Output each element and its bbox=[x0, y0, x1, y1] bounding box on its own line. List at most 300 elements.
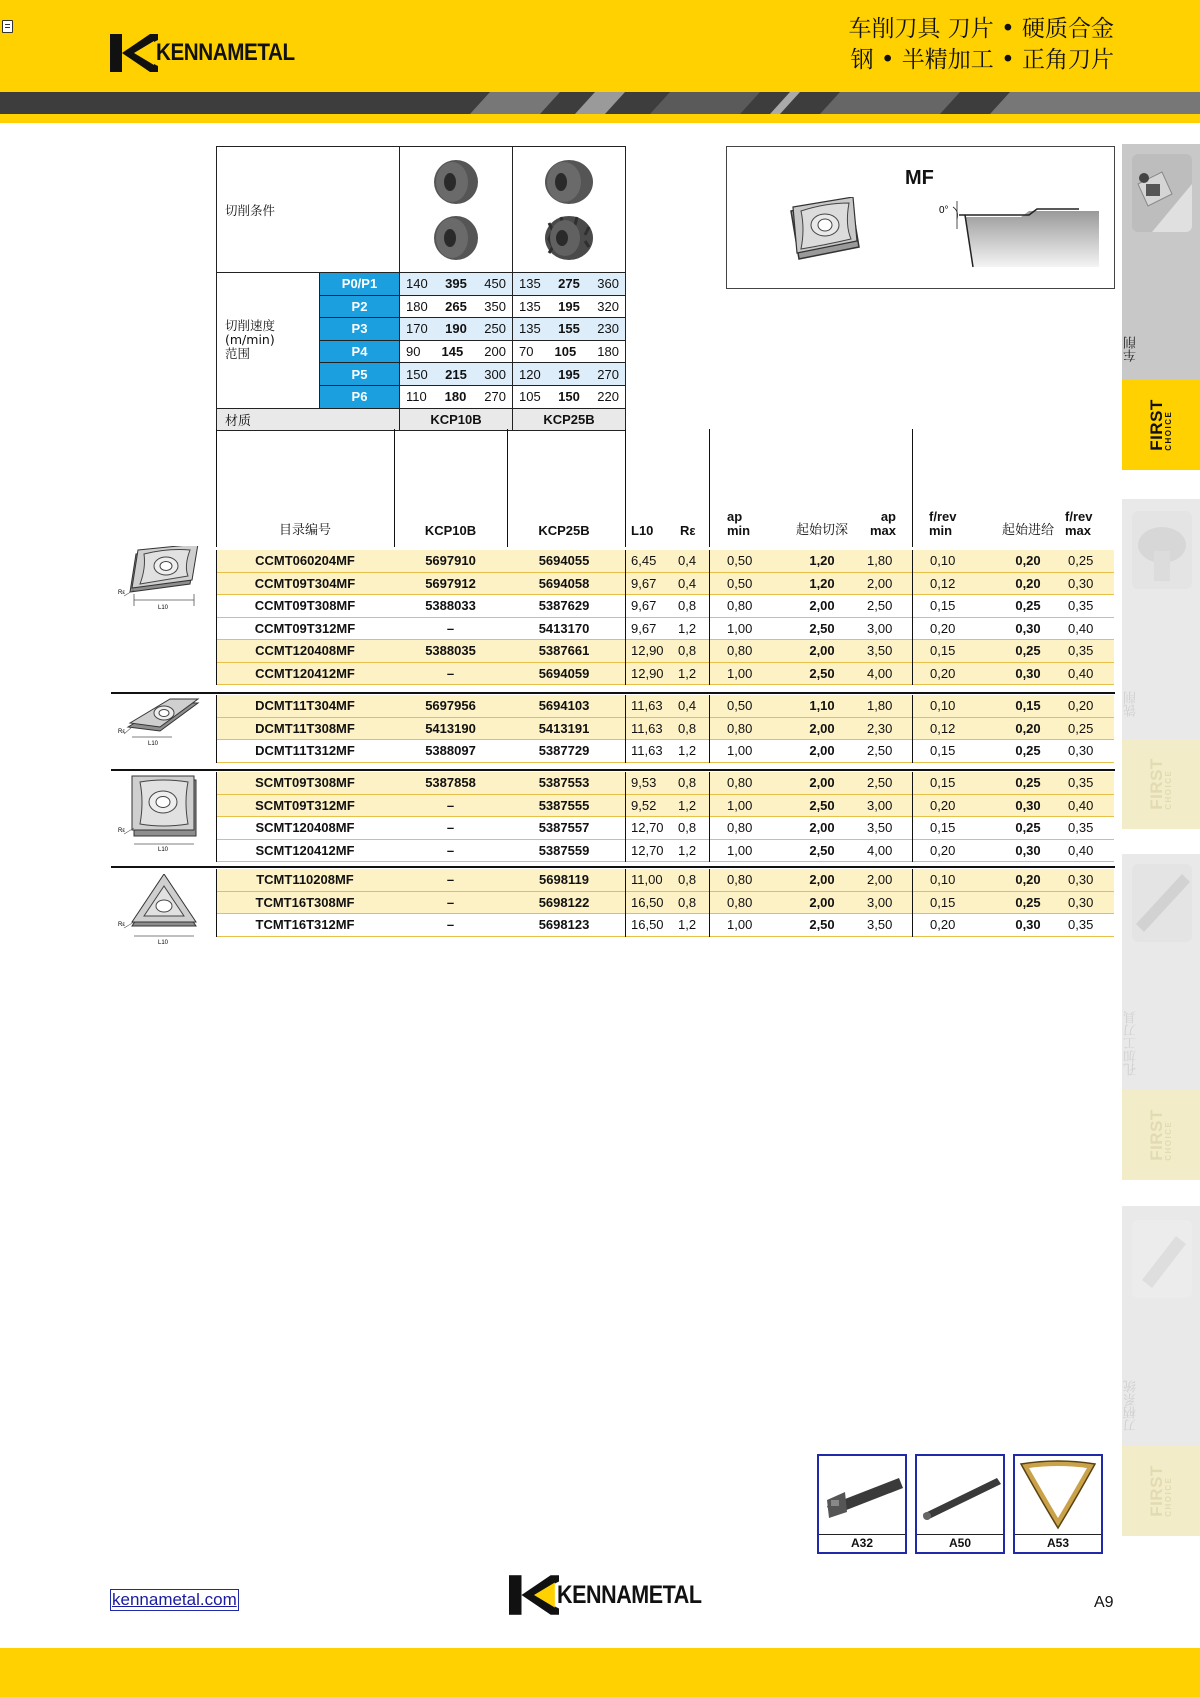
tool-holder-icon bbox=[1132, 1220, 1192, 1298]
table-cell-l10: 16,50 bbox=[631, 894, 664, 910]
table-cell-apmax: 3,50 bbox=[867, 820, 893, 835]
table-cell-apmax: 2,00 bbox=[867, 872, 893, 887]
col-kcp10b-header: KCP10B bbox=[424, 523, 477, 538]
continuous-cut-icon bbox=[426, 155, 486, 265]
choice-word: CHOICE bbox=[1163, 1120, 1173, 1161]
speed-kcp10b-p6: 110 180 270 bbox=[400, 385, 513, 408]
table-cell-fmax: 0,35 bbox=[1068, 598, 1094, 613]
table-cell-code: DCMT11T312MF bbox=[255, 743, 355, 758]
page-number: A9 bbox=[1094, 1594, 1114, 1611]
page-title bbox=[849, 14, 1115, 76]
table-cell-n1: 5697912 bbox=[425, 575, 476, 591]
choice-word: CHOICE bbox=[1163, 769, 1173, 810]
table-row bbox=[216, 840, 1114, 863]
row-divider bbox=[216, 684, 1114, 685]
grid-line bbox=[625, 772, 626, 862]
table-cell-code: TCMT110208MF bbox=[256, 872, 354, 887]
table-cell-code: CCMT09T308MF bbox=[254, 598, 356, 613]
table-cell-l10: 9,67 bbox=[631, 575, 657, 591]
table-cell-fmin: 0,12 bbox=[930, 575, 956, 591]
table-cell-fmin: 0,15 bbox=[930, 598, 956, 613]
table-row bbox=[216, 695, 1114, 718]
table-cell-feed: 0,15 bbox=[1015, 698, 1041, 713]
table-row bbox=[216, 817, 1114, 840]
table-row bbox=[216, 914, 1114, 937]
holder-a32[interactable] bbox=[817, 1454, 907, 1554]
grid-line bbox=[216, 695, 217, 763]
table-cell-fmax: 0,25 bbox=[1068, 720, 1094, 736]
material-label: 材质 bbox=[217, 408, 400, 430]
page-title-line2: 钢 • 半精加工 • 正角刀片 bbox=[850, 47, 1114, 73]
holder-a32-label: A32 bbox=[819, 1534, 905, 1552]
table-cell-apmax: 2,50 bbox=[867, 775, 893, 790]
milling-tool-icon bbox=[1132, 511, 1192, 589]
table-cell-apmin: 1,00 bbox=[727, 743, 753, 758]
sidebar-tab-milling[interactable] bbox=[1122, 499, 1200, 739]
col-re-header: Rε bbox=[680, 523, 696, 538]
brand-wordmark: KENNAMETAL bbox=[156, 39, 295, 66]
speed-kcp10b-p5: 150 215 300 bbox=[400, 363, 513, 386]
section-sidebar bbox=[1122, 144, 1200, 1544]
table-cell-fmax: 0,20 bbox=[1068, 698, 1094, 713]
table-cell-depth: 1,20 bbox=[809, 553, 835, 568]
table-cell-n2: 5387661 bbox=[538, 643, 590, 658]
table-cell-fmax: 0,25 bbox=[1068, 553, 1094, 568]
cutting-conditions-table bbox=[216, 146, 626, 431]
table-cell-code: DCMT11T308MF bbox=[255, 720, 355, 736]
table-cell-n1: – bbox=[446, 820, 455, 835]
dcmt-insert-icon bbox=[118, 697, 202, 747]
table-cell-feed: 0,25 bbox=[1015, 643, 1041, 658]
table-cell-apmin: 0,80 bbox=[727, 720, 753, 736]
table-cell-fmax: 0,30 bbox=[1068, 575, 1094, 591]
table-cell-l10: 9,67 bbox=[631, 620, 657, 636]
table-cell-apmin: 1,00 bbox=[727, 620, 753, 636]
table-cell-apmin: 1,00 bbox=[727, 842, 753, 858]
grid-line bbox=[625, 695, 626, 763]
speed-kcp25b-p6: 105 150 220 bbox=[513, 385, 626, 408]
first-word: FIRST bbox=[1146, 1465, 1166, 1517]
mf-geometry-box bbox=[726, 146, 1115, 289]
table-cell-n1: – bbox=[446, 797, 455, 813]
table-cell-re: 0,8 bbox=[678, 598, 697, 613]
speed-kcp25b-p4: 70 105 180 bbox=[513, 340, 626, 363]
table-cell-feed: 0,30 bbox=[1015, 797, 1041, 813]
table-cell-n2: 5698122 bbox=[538, 894, 590, 910]
table-cell-fmax: 0,30 bbox=[1068, 743, 1094, 758]
table-cell-apmin: 1,00 bbox=[727, 665, 753, 681]
table-cell-l10: 12,90 bbox=[631, 665, 664, 681]
mf-geometry-title: MF bbox=[905, 167, 934, 189]
table-cell-re: 0,8 bbox=[678, 820, 697, 835]
table-cell-code: SCMT120412MF bbox=[255, 842, 355, 858]
re-dimension-label: Rε bbox=[118, 828, 126, 834]
table-cell-n1: 5387858 bbox=[425, 775, 476, 790]
table-cell-n1: – bbox=[446, 872, 455, 887]
table-cell-depth: 2,50 bbox=[809, 620, 835, 636]
boring-bar-holder-icon bbox=[819, 1456, 905, 1534]
table-cell-apmin: 0,50 bbox=[727, 553, 753, 568]
group-divider bbox=[111, 692, 1115, 694]
kcp25b-workpiece-images bbox=[513, 147, 626, 273]
col-f-max-header: f/rev max bbox=[1065, 509, 1093, 538]
table-cell-l10: 16,50 bbox=[631, 917, 664, 932]
table-cell-depth: 2,50 bbox=[809, 797, 835, 813]
speed-kcp25b-p5: 120 195 270 bbox=[513, 363, 626, 386]
grid-line bbox=[216, 772, 217, 862]
table-cell-fmax: 0,40 bbox=[1068, 842, 1094, 858]
table-cell-n2: 5413170 bbox=[538, 620, 590, 636]
grid-line bbox=[912, 869, 913, 937]
table-cell-n1: – bbox=[446, 917, 455, 932]
table-row bbox=[216, 595, 1114, 618]
table-cell-apmax: 1,80 bbox=[867, 553, 893, 568]
grid-line bbox=[216, 429, 217, 547]
table-cell-depth: 2,00 bbox=[809, 643, 835, 658]
table-row bbox=[216, 772, 1114, 795]
table-row bbox=[216, 573, 1114, 596]
grid-line bbox=[709, 772, 710, 862]
sidebar-holemaking-label: 孔加工刀具 bbox=[1124, 1011, 1139, 1077]
table-cell-feed: 0,25 bbox=[1015, 894, 1041, 910]
table-cell-fmin: 0,10 bbox=[930, 553, 956, 568]
table-cell-feed: 0,30 bbox=[1015, 917, 1041, 932]
footer-band bbox=[0, 1648, 1200, 1697]
table-cell-n2: 5413191 bbox=[538, 720, 590, 736]
sidebar-milling-label: 铣削 bbox=[1124, 691, 1139, 717]
speed-range-label: 切削速度 (m/min) 范围 bbox=[217, 273, 320, 409]
table-cell-n2: 5387553 bbox=[538, 775, 590, 790]
table-cell-re: 0,4 bbox=[678, 553, 697, 568]
grade-kcp10b: KCP10B bbox=[400, 408, 513, 430]
table-cell-depth: 2,00 bbox=[809, 820, 835, 835]
table-cell-depth: 2,50 bbox=[809, 842, 835, 858]
table-cell-n2: 5387729 bbox=[538, 743, 590, 758]
table-cell-fmin: 0,15 bbox=[930, 775, 956, 790]
table-cell-re: 0,8 bbox=[678, 894, 697, 910]
table-cell-depth: 2,00 bbox=[809, 720, 835, 736]
table-cell-n2: 5387629 bbox=[538, 598, 590, 613]
table-cell-code: CCMT060204MF bbox=[255, 553, 355, 568]
note-icon[interactable] bbox=[2, 20, 13, 33]
table-cell-depth: 2,00 bbox=[809, 872, 835, 887]
table-cell-fmax: 0,35 bbox=[1068, 643, 1094, 658]
first-word: FIRST bbox=[1146, 399, 1166, 451]
row-divider bbox=[216, 936, 1114, 937]
table-cell-re: 0,8 bbox=[678, 775, 697, 790]
material-group-p0p1: P0/P1 bbox=[320, 273, 400, 296]
scmt-insert-icon bbox=[118, 772, 202, 852]
table-cell-re: 1,2 bbox=[678, 797, 697, 813]
l10-dimension-label: L10 bbox=[158, 940, 169, 946]
grid-line bbox=[625, 429, 626, 547]
row-divider bbox=[216, 762, 1114, 763]
table-cell-code: SCMT09T312MF bbox=[255, 797, 355, 813]
table-cell-re: 1,2 bbox=[678, 917, 697, 932]
col-ap-max-header: ap max bbox=[869, 509, 896, 538]
material-group-p6: P6 bbox=[320, 385, 400, 408]
grid-line bbox=[394, 429, 395, 547]
table-cell-re: 0,8 bbox=[678, 643, 697, 658]
table-cell-fmax: 0,40 bbox=[1068, 620, 1094, 636]
table-cell-n2: 5698123 bbox=[538, 917, 590, 932]
table-cell-depth: 1,20 bbox=[809, 575, 835, 591]
table-cell-feed: 0,25 bbox=[1015, 743, 1041, 758]
table-cell-n1: – bbox=[446, 665, 455, 681]
table-cell-code: CCMT120408MF bbox=[255, 643, 355, 658]
table-cell-code: CCMT120412MF bbox=[255, 665, 355, 681]
conditions-heading: 切削条件 bbox=[217, 147, 400, 273]
table-cell-apmax: 3,50 bbox=[867, 917, 893, 932]
grid-line bbox=[216, 869, 217, 937]
first-choice-badge bbox=[1122, 380, 1200, 470]
table-cell-n1: 5388097 bbox=[425, 743, 476, 758]
table-cell-depth: 2,50 bbox=[809, 917, 835, 932]
table-cell-fmin: 0,20 bbox=[930, 665, 956, 681]
material-group-p5: P5 bbox=[320, 363, 400, 386]
table-cell-apmin: 0,80 bbox=[727, 643, 753, 658]
ccmt-insert-icon bbox=[118, 546, 202, 612]
sidebar-turning-label: 车削 bbox=[1124, 336, 1139, 362]
table-cell-apmin: 1,00 bbox=[727, 797, 753, 813]
grid-line bbox=[912, 772, 913, 862]
table-cell-fmax: 0,40 bbox=[1068, 665, 1094, 681]
col-start-depth-header: 起始切深 bbox=[795, 523, 848, 538]
table-cell-re: 0,4 bbox=[678, 575, 697, 591]
table-cell-apmin: 0,80 bbox=[727, 598, 753, 613]
table-cell-depth: 2,00 bbox=[809, 775, 835, 790]
triangle-insert-icon bbox=[1015, 1456, 1101, 1534]
re-dimension-label: Rε bbox=[118, 590, 126, 596]
table-row bbox=[216, 795, 1114, 818]
col-l10-header: L10 bbox=[631, 523, 654, 538]
table-cell-apmin: 0,80 bbox=[727, 775, 753, 790]
grade-kcp25b: KCP25B bbox=[513, 408, 626, 430]
speed-kcp25b-p2: 135 195 320 bbox=[513, 295, 626, 318]
col-ap-min-header: ap min bbox=[727, 509, 751, 538]
table-row bbox=[216, 618, 1114, 641]
grid-line bbox=[216, 550, 217, 685]
table-cell-l10: 12,90 bbox=[631, 643, 664, 658]
table-cell-depth: 2,00 bbox=[809, 743, 835, 758]
table-row bbox=[216, 663, 1114, 686]
speed-kcp10b-p0p1: 140 395 450 bbox=[400, 273, 513, 296]
table-cell-l10: 11,63 bbox=[631, 698, 663, 713]
table-cell-code: SCMT120408MF bbox=[255, 820, 355, 835]
k-mark-icon bbox=[509, 1575, 559, 1615]
table-cell-re: 1,2 bbox=[678, 620, 697, 636]
table-cell-l10: 11,63 bbox=[631, 720, 663, 736]
material-group-p2: P2 bbox=[320, 295, 400, 318]
speed-kcp25b-p0p1: 135 275 360 bbox=[513, 273, 626, 296]
rake-angle-label: 0° bbox=[939, 205, 949, 216]
kennametal-logo bbox=[110, 34, 317, 72]
table-cell-n1: 5388035 bbox=[425, 643, 476, 658]
table-cell-n2: 5387559 bbox=[538, 842, 590, 858]
sidebar-tooling-label: 刀柄系统 bbox=[1124, 1380, 1139, 1432]
table-cell-apmax: 3,00 bbox=[867, 620, 893, 636]
grid-line bbox=[625, 550, 626, 685]
grid-line bbox=[709, 869, 710, 937]
first-choice-badge-milling bbox=[1122, 739, 1200, 829]
first-word: FIRST bbox=[1146, 758, 1166, 810]
table-cell-code: TCMT16T308MF bbox=[255, 894, 355, 910]
table-cell-apmin: 1,00 bbox=[727, 917, 753, 932]
col-start-feed-header: 起始进给 bbox=[1001, 523, 1054, 538]
table-cell-fmax: 0,30 bbox=[1068, 894, 1094, 910]
table-cell-apmax: 3,00 bbox=[867, 797, 893, 813]
table-cell-n2: 5694058 bbox=[538, 575, 590, 591]
drill-tool-icon bbox=[1132, 864, 1192, 942]
col-f-min-header: f/rev min bbox=[929, 509, 957, 538]
table-cell-l10: 12,70 bbox=[631, 820, 664, 835]
grid-line bbox=[912, 695, 913, 763]
table-cell-fmax: 0,35 bbox=[1068, 820, 1094, 835]
l10-dimension-label: L10 bbox=[158, 605, 169, 611]
table-cell-fmin: 0,20 bbox=[930, 620, 956, 636]
table-cell-l10: 9,53 bbox=[631, 775, 657, 790]
holder-a53[interactable] bbox=[1013, 1454, 1103, 1554]
grid-line bbox=[912, 550, 913, 685]
sidebar-tab-turning[interactable] bbox=[1122, 144, 1200, 380]
table-cell-apmax: 2,50 bbox=[867, 743, 893, 758]
table-cell-apmax: 4,00 bbox=[867, 665, 893, 681]
table-cell-apmax: 2,50 bbox=[867, 598, 893, 613]
table-cell-n2: 5694059 bbox=[538, 665, 590, 681]
table-cell-fmax: 0,35 bbox=[1068, 775, 1094, 790]
table-cell-apmax: 3,00 bbox=[867, 894, 893, 910]
website-link[interactable]: kennametal.com bbox=[112, 1590, 237, 1609]
table-cell-apmax: 4,00 bbox=[867, 842, 893, 858]
table-cell-feed: 0,25 bbox=[1015, 820, 1041, 835]
table-cell-fmin: 0,15 bbox=[930, 820, 956, 835]
table-cell-depth: 1,10 bbox=[809, 698, 835, 713]
tcmt-insert-icon bbox=[118, 874, 202, 946]
table-cell-fmax: 0,35 bbox=[1068, 917, 1094, 932]
re-dimension-label: Rε bbox=[118, 729, 126, 735]
table-row bbox=[216, 640, 1114, 663]
table-cell-n1: – bbox=[446, 620, 455, 636]
table-cell-re: 1,2 bbox=[678, 665, 697, 681]
table-row bbox=[216, 718, 1114, 741]
kcp10b-workpiece-images bbox=[400, 147, 513, 273]
table-cell-n1: 5697956 bbox=[425, 698, 476, 713]
table-cell-fmin: 0,10 bbox=[930, 698, 956, 713]
table-cell-code: SCMT09T308MF bbox=[255, 775, 355, 790]
table-cell-depth: 2,50 bbox=[809, 665, 835, 681]
material-group-p3: P3 bbox=[320, 318, 400, 341]
holder-a50[interactable] bbox=[915, 1454, 1005, 1554]
grid-line bbox=[709, 429, 710, 547]
table-cell-n1: – bbox=[446, 894, 455, 910]
footer-kennametal-logo bbox=[509, 1575, 725, 1615]
choice-word: CHOICE bbox=[1163, 1476, 1173, 1517]
table-cell-apmin: 0,80 bbox=[727, 820, 753, 835]
grid-line bbox=[709, 550, 710, 685]
speed-kcp10b-p4: 90 145 200 bbox=[400, 340, 513, 363]
table-cell-apmin: 0,50 bbox=[727, 575, 753, 591]
table-cell-n1: 5413190 bbox=[425, 720, 476, 736]
table-cell-l10: 6,45 bbox=[631, 553, 657, 568]
material-group-p4: P4 bbox=[320, 340, 400, 363]
table-cell-apmin: 0,80 bbox=[727, 894, 753, 910]
table-cell-depth: 2,00 bbox=[809, 894, 835, 910]
table-cell-feed: 0,30 bbox=[1015, 842, 1041, 858]
group-divider bbox=[111, 866, 1115, 868]
table-cell-fmin: 0,12 bbox=[930, 720, 956, 736]
table-cell-fmin: 0,15 bbox=[930, 643, 956, 658]
interrupted-cut-icon bbox=[539, 155, 599, 265]
table-cell-feed: 0,20 bbox=[1015, 553, 1041, 568]
first-choice-badge-tooling bbox=[1122, 1446, 1200, 1536]
grid-line bbox=[625, 869, 626, 937]
grid-line bbox=[709, 695, 710, 763]
table-cell-code: DCMT11T304MF bbox=[255, 698, 355, 713]
table-cell-fmin: 0,20 bbox=[930, 917, 956, 932]
mf-chip-profile-icon bbox=[939, 197, 1099, 277]
l10-dimension-label: L10 bbox=[158, 847, 169, 852]
table-row bbox=[216, 740, 1114, 763]
sidebar-tab-holemaking[interactable] bbox=[1122, 854, 1200, 1090]
stripe-bar bbox=[0, 92, 1200, 114]
table-cell-n1: 5388033 bbox=[425, 598, 476, 613]
speed-kcp10b-p3: 170 190 250 bbox=[400, 318, 513, 341]
table-cell-re: 0,8 bbox=[678, 872, 697, 887]
table-cell-apmax: 2,30 bbox=[867, 720, 893, 736]
first-choice-badge-holemaking bbox=[1122, 1090, 1200, 1180]
table-cell-n2: 5387557 bbox=[538, 820, 590, 835]
table-cell-feed: 0,25 bbox=[1015, 775, 1041, 790]
table-cell-l10: 11,63 bbox=[631, 743, 663, 758]
header-yellow-line bbox=[0, 114, 1200, 123]
table-cell-feed: 0,20 bbox=[1015, 575, 1041, 591]
table-cell-n1: – bbox=[446, 842, 455, 858]
table-row bbox=[216, 892, 1114, 915]
table-cell-feed: 0,20 bbox=[1015, 720, 1041, 736]
table-cell-apmin: 0,50 bbox=[727, 698, 753, 713]
table-cell-depth: 2,00 bbox=[809, 598, 835, 613]
table-cell-feed: 0,20 bbox=[1015, 872, 1041, 887]
mf-insert-icon bbox=[785, 197, 865, 267]
table-cell-l10: 11,00 bbox=[631, 872, 663, 887]
page-title-line1: 车削刀具 刀片 • 硬质合金 bbox=[848, 16, 1114, 42]
sidebar-tab-tooling[interactable] bbox=[1122, 1206, 1200, 1446]
table-cell-apmax: 1,80 bbox=[867, 698, 893, 713]
table-cell-re: 0,8 bbox=[678, 720, 697, 736]
table-cell-apmax: 2,00 bbox=[867, 575, 893, 591]
grid-line bbox=[507, 429, 508, 547]
table-row bbox=[216, 550, 1114, 573]
table-cell-n2: 5694103 bbox=[538, 698, 590, 713]
holder-a53-label: A53 bbox=[1015, 1534, 1101, 1552]
group-divider bbox=[111, 769, 1115, 771]
speed-kcp25b-p3: 135 155 230 bbox=[513, 318, 626, 341]
footer-brand-wordmark: KENNAMETAL bbox=[557, 1580, 702, 1609]
table-cell-fmax: 0,40 bbox=[1068, 797, 1094, 813]
col-catalog-header: 目录编号 bbox=[278, 523, 331, 538]
l10-dimension-label: L10 bbox=[148, 741, 159, 747]
table-cell-l10: 12,70 bbox=[631, 842, 664, 858]
table-cell-l10: 9,67 bbox=[631, 598, 657, 613]
table-cell-fmin: 0,20 bbox=[930, 797, 956, 813]
table-cell-re: 1,2 bbox=[678, 842, 697, 858]
holder-thumbnails bbox=[817, 1454, 1103, 1554]
holder-a50-label: A50 bbox=[917, 1534, 1003, 1552]
table-cell-code: TCMT16T312MF bbox=[255, 917, 355, 932]
table-cell-n2: 5698119 bbox=[539, 872, 589, 887]
grid-line bbox=[912, 429, 913, 547]
turning-tool-icon bbox=[1132, 154, 1192, 232]
